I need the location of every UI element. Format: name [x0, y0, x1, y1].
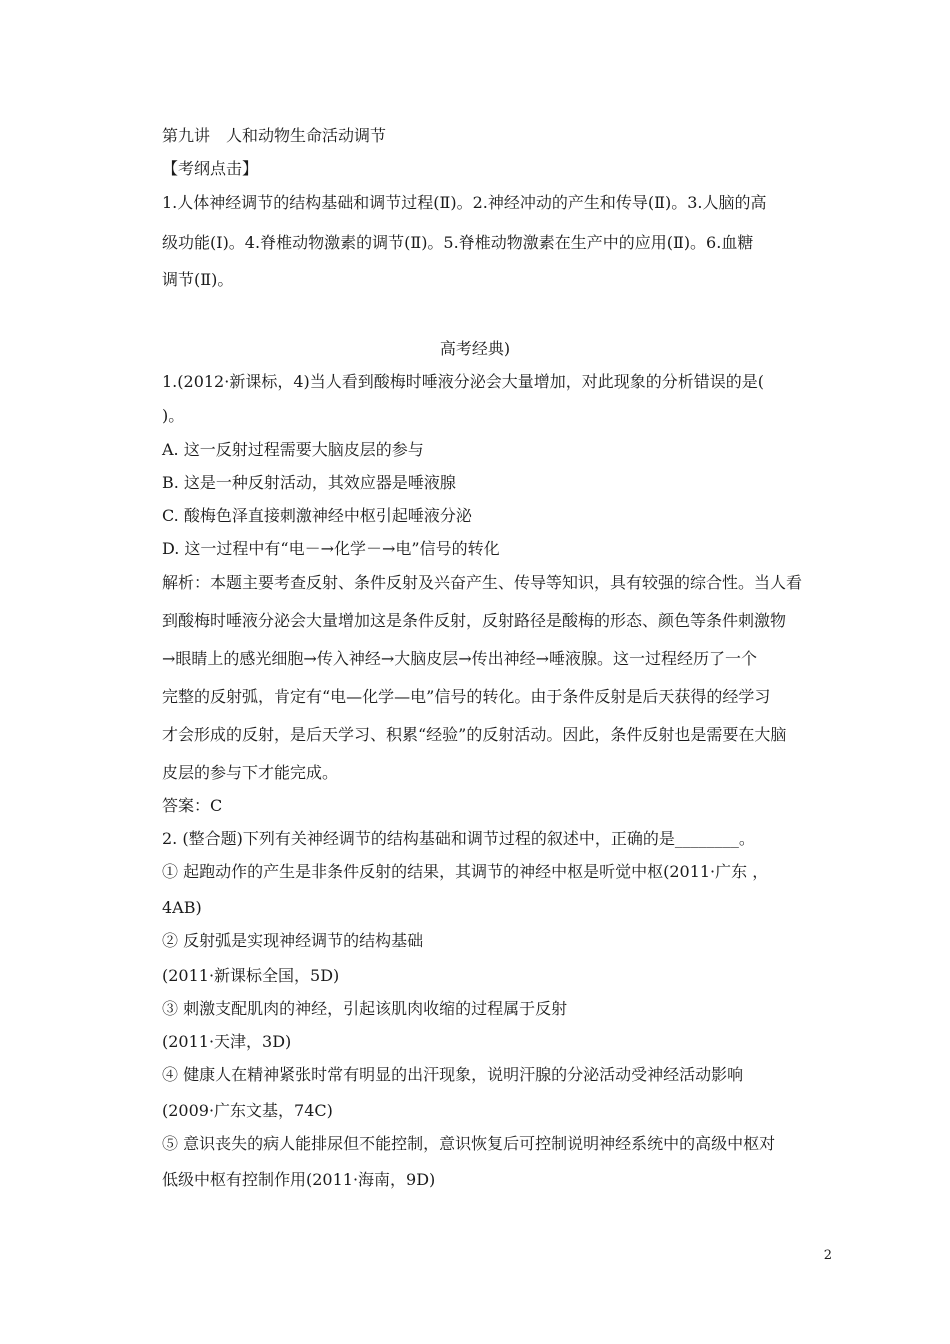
q1-analysis-line: 到酸梅时唾液分泌会大量增加这是条件反射，反射路径是酸梅的形态、颜色等条件刺激物	[162, 611, 787, 630]
q2-item-line: ③ 刺激支配肌肉的神经，引起该肌肉收缩的过程属于反射	[162, 999, 568, 1018]
q2-item-line: 低级中枢有控制作用(2011·海南，9D)	[162, 1170, 436, 1189]
q2-item-line: (2011·天津，3D)	[162, 1032, 292, 1051]
q1-option-b: B. 这是一种反射活动，其效应器是唾液腺	[162, 473, 456, 492]
outline-line: 1.人体神经调节的结构基础和调节过程(Ⅱ)。2.神经冲动的产生和传导(Ⅱ)。3.人脑的高	[162, 193, 767, 212]
q1-analysis-line: 完整的反射弧，肯定有“电—化学—电”信号的转化。由于条件反射是后天获得的经学习	[162, 687, 771, 706]
q2-item-line: ② 反射弧是实现神经调节的结构基础	[162, 931, 424, 950]
lecture-title: 第九讲 人和动物生命活动调节	[162, 126, 387, 145]
q1-analysis-line: 皮层的参与下才能完成。	[162, 763, 339, 782]
q2-item-line: (2009·广东文基，74C)	[162, 1101, 333, 1120]
q1-stem-line: )。	[162, 406, 185, 425]
q2-item-line: ① 起跑动作的产生是非条件反射的结果，其调节的神经中枢是听觉中枢(2011·广东 ，	[162, 862, 769, 881]
q2-item-line: ⑤ 意识丧失的病人能排尿但不能控制，意识恢复后可控制说明神经系统中的高级中枢对	[162, 1134, 776, 1153]
q2-item-line: 4AB)	[162, 898, 202, 917]
outline-line: 调节(Ⅱ)。	[162, 270, 234, 289]
q1-option-d: D. 这一过程中有“电－→化学－→电”信号的转化	[162, 539, 500, 558]
q2-item-line: ④ 健康人在精神紧张时常有明显的出汗现象，说明汗腺的分泌活动受神经活动影响	[162, 1065, 744, 1084]
section-header: 【考纲点击】	[162, 159, 259, 178]
classic-section-title: 高考经典)	[439, 339, 511, 358]
q1-answer: 答案：C	[162, 796, 223, 815]
q2-item-line: (2011·新课标全国，5D)	[162, 966, 340, 985]
q1-stem-line: 1.(2012·新课标，4)当人看到酸梅时唾液分泌会大量增加，对此现象的分析错误的是(	[162, 372, 764, 391]
q1-analysis-line: →眼睛上的感光细胞→传入神经→大脑皮层→传出神经→唾液腺。这一过程经历了一个	[162, 649, 758, 668]
q1-option-a: A. 这一反射过程需要大脑皮层的参与	[162, 440, 424, 459]
q2-stem: 2. (整合题)下列有关神经调节的结构基础和调节过程的叙述中，正确的是________。	[162, 829, 755, 848]
q1-option-c: C. 酸梅色泽直接刺激神经中枢引起唾液分泌	[162, 506, 472, 525]
q1-analysis-line: 解析：本题主要考查反射、条件反射及兴奋产生、传导等知识，具有较强的综合性。当人看	[162, 573, 803, 592]
outline-line: 级功能(Ⅰ)。4.脊椎动物激素的调节(Ⅱ)。5.脊椎动物激素在生产中的应用(Ⅱ)。6.血糖	[162, 233, 754, 252]
page-number: 2	[823, 1248, 832, 1263]
q1-analysis-line: 才会形成的反射，是后天学习、积累“经验”的反射活动。因此，条件反射也是需要在大脑	[162, 725, 787, 744]
